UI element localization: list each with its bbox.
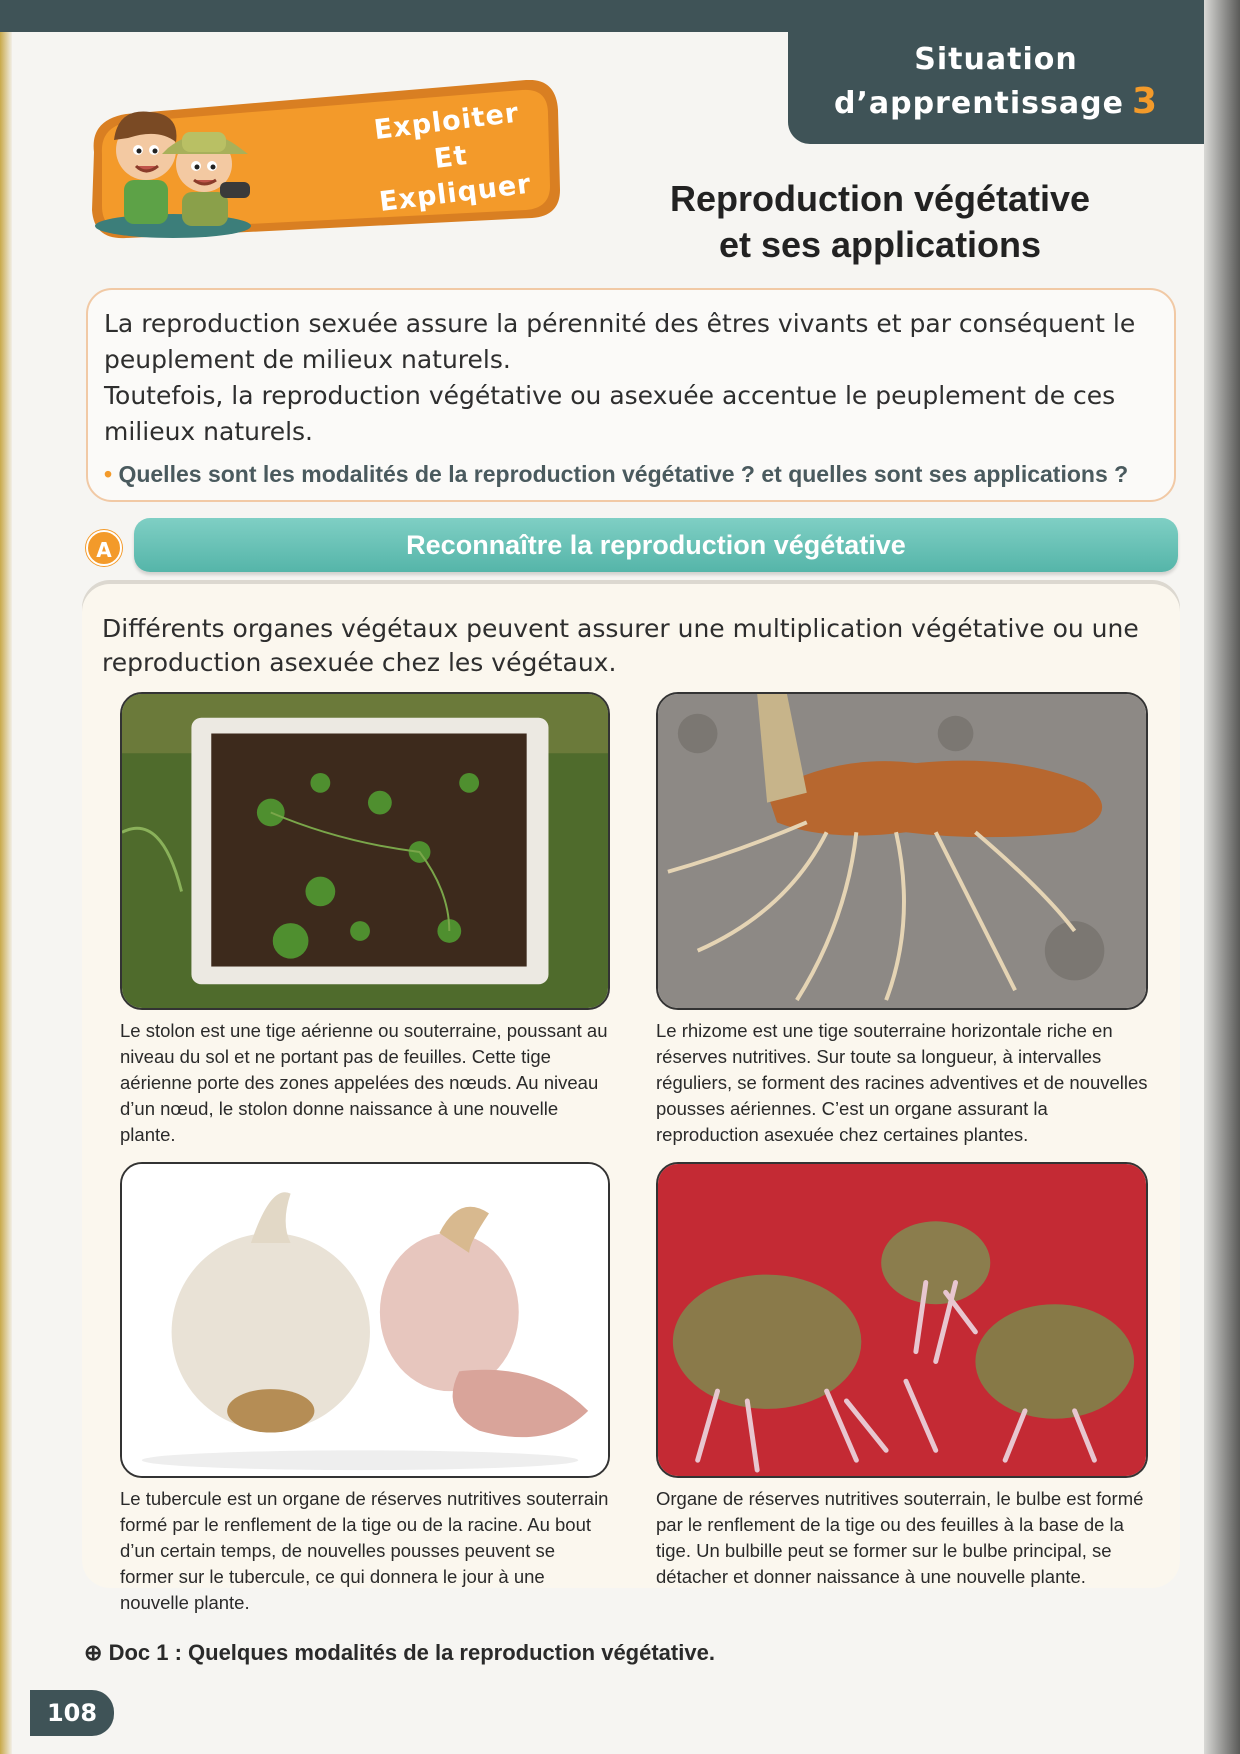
situation-tab: [788, 32, 1204, 144]
intro-paragraph-1: La reproduction sexuée assure la pérennité des êtres vivants et par conséquent le peuplement de milieux naturels.: [104, 309, 1136, 374]
intro-box: [86, 288, 1176, 502]
situation-number: 3: [1131, 81, 1159, 122]
garlic-photo: [120, 1162, 610, 1478]
potato-photo: [656, 1162, 1148, 1478]
exploiter-banner: [86, 80, 560, 240]
document-intro: Différents organes végétaux peuvent assurer une multiplication végétative ou une reproduction asexuée chez les végétaux.: [102, 614, 1139, 677]
page-title-line-1: Reproduction végétative: [669, 178, 1091, 219]
stolon-caption: Le stolon est une tige aérienne ou souterraine, poussant au niveau du sol et ne portant pas de feuilles. Cette tige aérienne porte des zones appelées des nœuds. Au niveau d’un nœud, le stolon donne naissance à une nouvelle plante.: [120, 1020, 608, 1145]
stolon-photo: [120, 692, 610, 1010]
banner-line-1: Exploiter: [372, 97, 521, 147]
intro-question: • Quelles sont les modalités de la reproduction végétative ? et quelles sont ses applications ?: [104, 461, 1129, 487]
rhizome-photo: [656, 692, 1148, 1010]
kids-mascot-icon: [88, 98, 258, 238]
doc-arrow-icon: ⊕: [84, 1640, 103, 1665]
top-band: [0, 0, 1240, 32]
rhizome-caption: Le rhizome est une tige souterraine horizontale riche en réserves nutritives. Sur toute sa longueur, à intervalles réguliers, se forment des racines adventives et de nouvelles pousses aériennes. C’est un organe assurant la reproduction asexuée chez certaines plantes.: [656, 1020, 1148, 1145]
page-binding-right: [1204, 0, 1240, 1754]
tuber-caption: Le tubercule est un organe de réserves nutritives souterrain formé par le renflement de la tige ou de la racine. Au bout d’un certain temps, de nouvelles pousses peuvent se former sur le tubercule, ce qui donnera le jour à une nouvelle plante.: [120, 1488, 609, 1613]
page-title: [600, 176, 1160, 268]
banner-line-3: Expliquer: [377, 168, 534, 218]
intro-paragraph-2: Toutefois, la reproduction végétative ou asexuée accentue le peuplement de ces milieux naturels.: [104, 381, 1116, 446]
banner-line-2: Et: [432, 140, 470, 175]
page-binding-left: [0, 0, 12, 1754]
section-title: Reconnaître la reproduction végétative: [134, 518, 1178, 572]
bulb-caption: Organe de réserves nutritives souterrain, le bulbe est formé par le renflement de la tige ou des feuilles à la base de la tige. Un bulbille peut se former sur le bulbe principal, se détacher et donner naissance à une nouvelle plante.: [656, 1488, 1144, 1587]
situation-label: Situation: [914, 42, 1078, 77]
page-title-line-2: et ses applications: [718, 224, 1042, 265]
situation-sublabel: d’apprentissage 3: [833, 81, 1159, 122]
page-number: 108: [30, 1690, 114, 1736]
doc-label: ⊕ Doc 1 : Quelques modalités de la reproduction végétative.: [84, 1640, 715, 1665]
bullet-icon: •: [104, 461, 113, 487]
section-badge: A: [86, 530, 122, 566]
